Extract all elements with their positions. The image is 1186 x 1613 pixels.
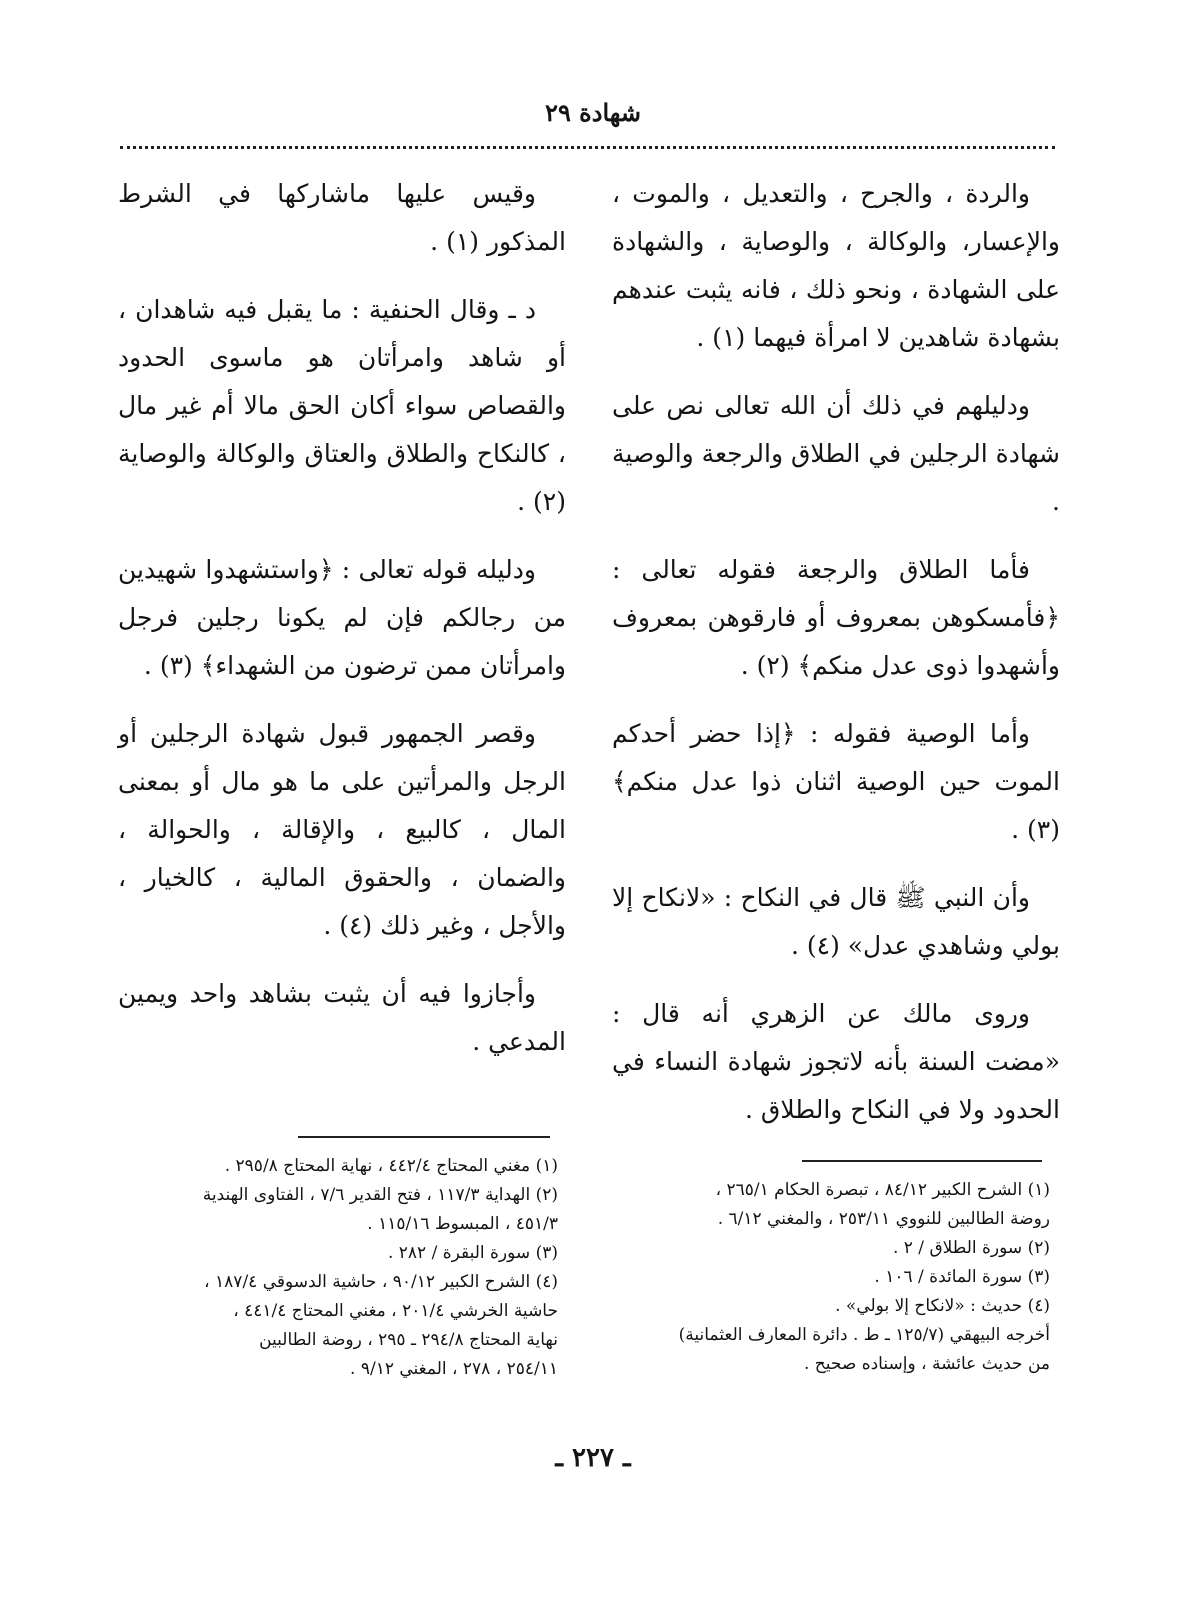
- footnote-line: (٢) سورة الطلاق / ٢ .: [892, 1238, 1050, 1258]
- footnote-line: (٤) الشرح الكبير ٩٠/١٢ ، حاشية الدسوقي ١٨٧/٤ ،: [204, 1272, 558, 1292]
- footnote-line: (٣) سورة البقرة / ٢٨٢ .: [387, 1243, 558, 1263]
- footnote-line: (٤) حديث : «لانكاح إلا بولي» .: [835, 1296, 1050, 1316]
- page-number: ـ ٢٢٧ ـ: [555, 1443, 631, 1473]
- footnote-line: (٢) الهداية ١١٧/٣ ، فتح القدير ٧/٦ ، الفتاوى الهندية: [202, 1185, 558, 1205]
- footnote-line: (١) مغني المحتاج ٤٤٢/٤ ، نهاية المحتاج ٢٩٥/٨ .: [224, 1156, 558, 1176]
- paragraph: ودليله قوله تعالى : ﴿واستشهدوا شهيدين من رجالكم فإن لم يكونا رجلين فرجل وامرأتان ممن ترضون من الشهداء﴾ (٣) .: [118, 555, 566, 680]
- paragraph: وقصر الجمهور قبول شهادة الرجلين أو الرجل والمرأتين على ما هو مال أو بمعنى المال ، كالبيع ، والإقالة ، والحوالة ، والضمان ، والحقوق المالية ، كالخيار ، والأجل ، وغير ذلك (٤) .: [118, 719, 566, 940]
- footnote-line: (١) الشرح الكبير ٨٤/١٢ ، تبصرة الحكام ٢٦٥/١ ،: [715, 1180, 1050, 1200]
- footnote-line: من حديث عائشة ، وإسناده صحيح .: [803, 1354, 1050, 1374]
- footnote-line: نهاية المحتاج ٢٩٤/٨ ـ ٢٩٥ ، روضة الطالبين: [259, 1330, 558, 1350]
- paragraph: وأن النبي ﷺ قال في النكاح : «لانكاح إلا بولي وشاهدي عدل» (٤) .: [612, 883, 1060, 960]
- paragraph: وقيس عليها ماشاركها في الشرط المذكور (١) .: [118, 179, 566, 256]
- footnote-line: ٤٥١/٣ ، المبسوط ١١٥/١٦ .: [367, 1214, 558, 1234]
- paragraph: ودليلهم في ذلك أن الله تعالى نص على شهادة الرجلين في الطلاق والرجعة والوصية .: [612, 391, 1060, 516]
- right-column: [612, 170, 1060, 1154]
- left-column: [118, 170, 566, 1086]
- paragraph: د ـ وقال الحنفية : ما يقبل فيه شاهدان ، أو شاهد وامرأتان هو ماسوى الحدود والقصاص سواء أكان الحق مالا أم غير مال ، كالنكاح والطلاق والعتاق والوكالة والوصاية (٢) .: [118, 295, 566, 516]
- paragraph: وأجازوا فيه أن يثبت بشاهد واحد ويمين المدعي .: [118, 979, 566, 1056]
- paragraph: وروى مالك عن الزهري أنه قال : «مضت السنة بأنه لاتجوز شهادة النساء في الحدود ولا في النكاح والطلاق .: [612, 999, 1060, 1124]
- footnote-line: روضة الطالبين للنووي ٢٥٣/١١ ، والمغني ٦/١٢ .: [717, 1209, 1050, 1229]
- paragraph: وأما الوصية فقوله : ﴿إذا حضر أحدكم الموت حين الوصية اثنان ذوا عدل منكم﴾ (٣) .: [612, 719, 1060, 844]
- footnote-line: حاشية الخرشي ٢٠١/٤ ، مغني المحتاج ٤٤١/٤ ،: [233, 1301, 558, 1321]
- dotted-header-rule: [120, 146, 1055, 149]
- footnotes-left: [110, 1152, 558, 1384]
- footnotes-right: [600, 1176, 1050, 1379]
- footnote-line: ٢٥٤/١١ ، ٢٧٨ ، المغني ٩/١٢ .: [350, 1359, 558, 1379]
- footnote-rule-right: [802, 1160, 1042, 1162]
- footnote-line: أخرجه البيهقي (١٢٥/٧ ـ ط . دائرة المعارف العثمانية): [678, 1325, 1050, 1345]
- footnote-rule-left: [298, 1136, 550, 1138]
- paragraph: والردة ، والجرح ، والتعديل ، والموت ، والإعسار، والوكالة ، والوصاية ، والشهادة على الشهادة ، ونحو ذلك ، فانه يثبت عندهم بشهادة شاهدين لا امرأة فيهما (١) .: [612, 179, 1060, 352]
- footnote-line: (٣) سورة المائدة / ١٠٦ .: [874, 1267, 1050, 1287]
- running-head: شهادة ٢٩: [545, 98, 641, 127]
- paragraph: فأما الطلاق والرجعة فقوله تعالى : ﴿فأمسكوهن بمعروف أو فارقوهن بمعروف وأشهدوا ذوى عدل منكم﴾ (٢) .: [612, 555, 1060, 680]
